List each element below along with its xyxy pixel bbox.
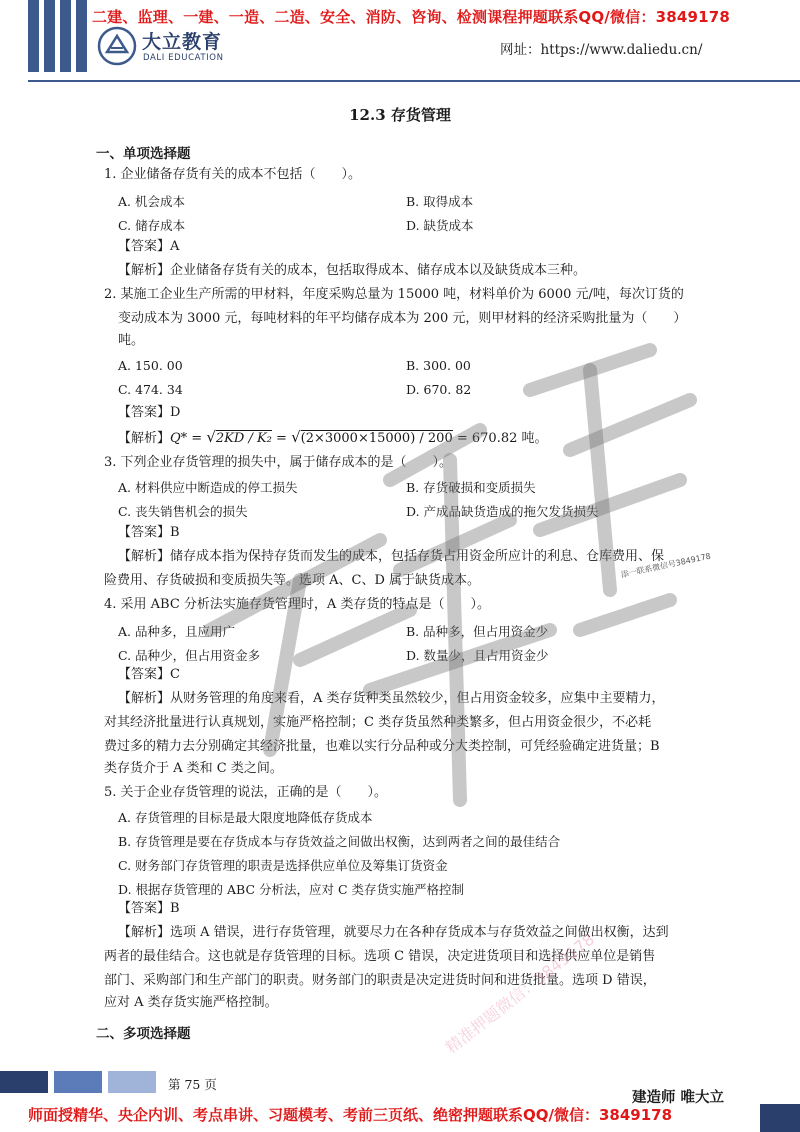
- question-5-option-c: C. 财务部门存货管理的职责是选择供应单位及筹集订货资金: [118, 858, 448, 873]
- question-2-option-b: B. 300. 00: [406, 358, 471, 373]
- footer-slogan: 建造师 唯大立: [632, 1090, 725, 1106]
- question-1-option-c: C. 储存成本: [118, 218, 186, 233]
- question-2-analysis: 【解析】Q* = √2KD / K₂ = √(2×3000×15000) / 200 = 670.82 吨。: [118, 428, 548, 446]
- question-5-option-b: B. 存货管理是要在存货成本与存货效益之间做出权衡，达到两者之间的最佳结合: [118, 834, 561, 849]
- question-2-stem-line3: 吨。: [118, 333, 145, 348]
- analysis-label: 【解析】: [118, 431, 171, 446]
- question-1-answer: 【答案】A: [118, 239, 180, 254]
- formula-eq: =: [271, 431, 292, 446]
- question-5-option-d: D. 根据存货管理的 ABC 分析法，应对 C 类存货实施严格控制: [118, 882, 464, 897]
- question-2-answer: 【答案】D: [118, 405, 181, 420]
- footer-decoration-block: [760, 1104, 800, 1132]
- question-3-option-c: C. 丧失销售机会的损失: [118, 504, 248, 519]
- brand-name-en: DALI EDUCATION: [143, 53, 224, 63]
- page-title: 12.3 存货管理: [349, 106, 451, 124]
- question-5-analysis-line1: 【解析】选项 A 错误，进行存货管理，就要尽力在各种存货成本与存货效益之间做出权衡，达到: [118, 925, 669, 940]
- section-heading-multiple-choice: 二、多项选择题: [96, 1026, 191, 1042]
- diagonal-watermark-text: 精准押题微信：3849178: [441, 929, 598, 1058]
- question-4-analysis-line2: 对其经济批量进行认真规划，实施严格控制；C 类存货虽然种类繁多，但占用资金很少，不必耗: [104, 715, 652, 730]
- brand-logo-icon: [97, 26, 137, 66]
- header-promo-text: 二建、监理、一建、一造、二造、安全、消防、咨询、检测课程押题联系QQ/微信：3849178: [92, 8, 731, 26]
- website-link[interactable]: 网址：https://www.daliedu.cn/: [500, 42, 703, 58]
- formula-term-2: (2×3000×15000) / 200: [300, 431, 453, 446]
- question-2-stem-line2: 变动成本为 3000 元，每吨材料的年平均储存成本为 200 元，则甲材料的经济采购批量为（ ）: [118, 311, 687, 326]
- section-heading-single-choice: 一、单项选择题: [96, 146, 191, 162]
- question-1-analysis: 【解析】企业储备存货有关的成本，包括取得成本、储存成本以及缺货成本三种。: [118, 263, 587, 278]
- question-1-option-b: B. 取得成本: [406, 194, 474, 209]
- question-2-option-c: C. 474. 34: [118, 382, 183, 397]
- question-5-analysis-line4: 应对 A 类存货实施严格控制。: [104, 995, 278, 1010]
- question-2-option-a: A. 150. 00: [118, 358, 183, 373]
- question-3-option-b: B. 存货破损和变质损失: [406, 480, 536, 495]
- question-4-analysis-line3: 费过多的精力去分别确定其经济批量，也难以实行分品种或分大类控制，可凭经验确定进货量；B: [104, 739, 660, 754]
- brand-name: 大立教育: [142, 31, 223, 53]
- question-4-answer: 【答案】C: [118, 667, 180, 682]
- question-3-analysis-line2: 险费用、存货破损和变质损失等。选项 A、C、D 属于缺货成本。: [104, 573, 481, 588]
- question-1-stem: 1. 企业储备存货有关的成本不包括（ ）。: [104, 167, 362, 182]
- question-5-answer: 【答案】B: [118, 901, 180, 916]
- formula-lhs: Q* =: [170, 431, 207, 446]
- question-3-stem: 3. 下列企业存货管理的损失中，属于储存成本的是（ ）。: [104, 455, 453, 470]
- question-5-analysis-line3: 部门、采购部门和生产部门的职责。财务部门的职责是决定进货时间和进货批量。选项 D 错误，: [104, 973, 656, 988]
- footer-promo-text: 师面授精华、央企内训、考点串讲、习题模考、考前三页纸、绝密押题联系QQ/微信：3849178: [28, 1106, 673, 1124]
- question-4-analysis-line4: 类存货介于 A 类和 C 类之间。: [104, 761, 283, 776]
- question-3-option-d: D. 产成品缺货造成的拖欠发货损失: [406, 504, 599, 519]
- question-5-analysis-line2: 两者的最佳结合。这也就是存货管理的目标。选项 C 错误，决定进货项目和选择供应单位是销售: [104, 949, 656, 964]
- question-5-option-a: A. 存货管理的目标是最大限度地降低存货成本: [118, 810, 373, 825]
- question-3-answer: 【答案】B: [118, 525, 180, 540]
- handwritten-note: 添一联系微信号3849178: [620, 551, 712, 580]
- question-4-option-a: A. 品种多，且应用广: [118, 624, 235, 639]
- question-5-stem: 5. 关于企业存货管理的说法，正确的是（ ）。: [104, 785, 388, 800]
- question-4-option-c: C. 品种少，但占用资金多: [118, 648, 261, 663]
- question-3-analysis-line1: 【解析】储存成本指为保持存货而发生的成本，包括存货占用资金所应计的利息、仓库费用、保: [118, 549, 665, 564]
- question-4-option-d: D. 数量少，且占用资金少: [406, 648, 549, 663]
- question-4-option-b: B. 品种多，但占用资金少: [406, 624, 549, 639]
- header-divider: [28, 80, 800, 82]
- question-4-analysis-line1: 【解析】从财务管理的角度来看，A 类存货种类虽然较少，但占用资金较多，应集中主要精力，: [118, 691, 665, 706]
- question-2-stem-line1: 2. 某施工企业生产所需的甲材料，年度采购总量为 15000 吨，材料单价为 6000 元/吨，每次订货的: [104, 287, 684, 302]
- question-4-stem: 4. 采用 ABC 分析法实施存货管理时，A 类存货的特点是（ ）。: [104, 597, 490, 612]
- formula-term-1: 2KD / K₂: [215, 431, 272, 446]
- question-2-option-d: D. 670. 82: [406, 382, 472, 397]
- formula-result: = 670.82 吨。: [452, 431, 548, 446]
- question-3-option-a: A. 材料供应中断造成的停工损失: [118, 480, 298, 495]
- page-number: 第 75 页: [168, 1077, 217, 1092]
- question-1-option-d: D. 缺货成本: [406, 218, 474, 233]
- question-1-option-a: A. 机会成本: [118, 194, 185, 209]
